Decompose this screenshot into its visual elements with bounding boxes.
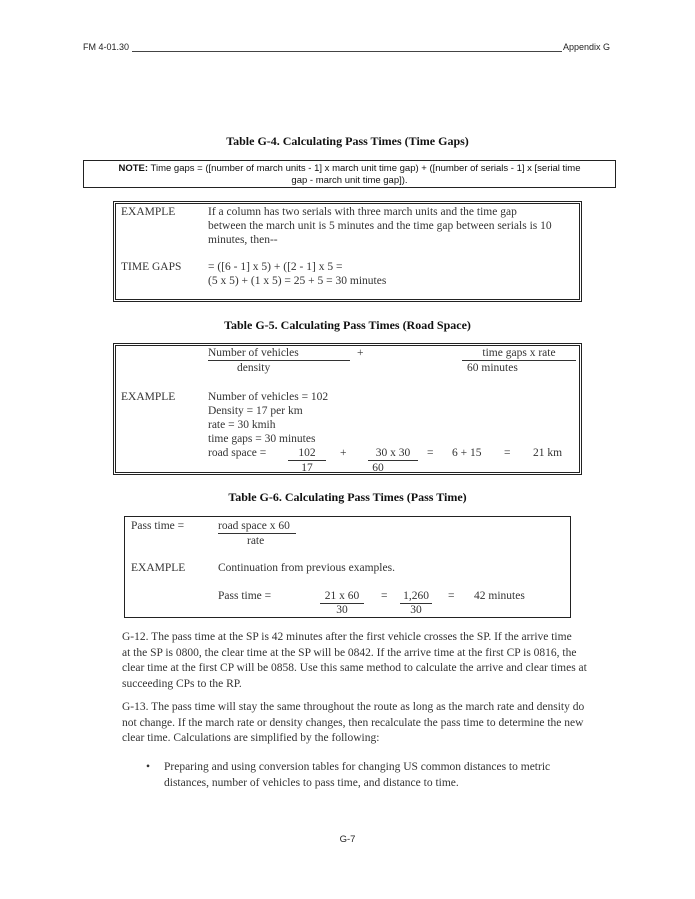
g6-calc-den2: 30 — [410, 604, 422, 616]
g5-rs-eq2: = — [504, 447, 511, 459]
table-g6-title: Table G-6. Calculating Pass Times (Pass Time) — [228, 490, 467, 504]
g5-example-line: Density = 17 per km — [208, 405, 303, 417]
g5-example-line: Number of vehicles = 102 — [208, 391, 329, 403]
note-box — [83, 160, 616, 188]
header-left: FM 4-01.30 — [83, 42, 130, 52]
g5-formula-num1: Number of vehicles — [208, 346, 350, 361]
paragraph-line: succeeding CPs to the RP. — [122, 677, 242, 690]
g5-rs-den2: 60 — [372, 462, 384, 474]
g5-formula-num2: time gaps x rate — [462, 346, 576, 361]
g4-example-line: If a column has two serials with three march units and the time gap — [208, 206, 517, 218]
g6-calc-num2: 1,260 — [400, 589, 432, 604]
g4-timegaps-text — [208, 260, 386, 288]
bullet-line: distances, number of vehicles to pass time, and distance to time. — [164, 776, 459, 789]
g5-rs-sum: 6 + 15 — [452, 447, 482, 459]
g5-formula-den1: density — [237, 362, 271, 374]
g6-example-label: EXAMPLE — [131, 562, 186, 574]
g6-pass-time-label: Pass time = — [131, 520, 185, 532]
g5-example-line: rate = 30 kmih — [208, 419, 276, 431]
table-g4-title: Table G-4. Calculating Pass Times (Time Gaps) — [226, 134, 469, 148]
g6-pt-num: road space x 60 — [218, 519, 296, 534]
g6-calc-eq1: = — [381, 590, 388, 602]
g4-timegaps-label: TIME GAPS — [121, 261, 182, 273]
header-right: Appendix G — [563, 42, 611, 52]
table-g5-title: Table G-5. Calculating Pass Times (Road Space) — [224, 318, 471, 332]
paragraph-line: G-13. The pass time will stay the same throughout the route as long as the march rate and density do — [122, 701, 585, 713]
paragraph-g13 — [122, 700, 615, 747]
g4-example-text — [208, 205, 578, 247]
g5-rs-num1: 102 — [288, 446, 326, 461]
bullet-line: Preparing and using conversion tables for changing US common distances to metric — [164, 761, 551, 773]
g5-rs-plus: + — [340, 447, 347, 459]
paragraph-line: not change. If the march rate or density changes, then recalculate the pass time to determine the new — [122, 716, 584, 729]
g4-example-line: between the march unit is 5 minutes and the time gap between serials is 10 — [208, 220, 552, 232]
g5-rs-result: 21 km — [533, 447, 563, 459]
g5-rs-den1: 17 — [301, 462, 313, 474]
header-rule — [132, 51, 562, 52]
g6-example-text: Continuation from previous examples. — [218, 562, 395, 574]
bullet-text — [164, 760, 615, 791]
g5-formula-den2: 60 minutes — [467, 362, 518, 374]
g5-example-line: time gaps = 30 minutes — [208, 433, 316, 445]
g4-timegaps-line: (5 x 5) + (1 x 5) = 25 + 5 = 30 minutes — [208, 275, 387, 287]
g5-example-label: EXAMPLE — [121, 391, 176, 403]
g4-timegaps-line: = ([6 - 1] x 5) + ([2 - 1] x 5 = — [208, 261, 343, 273]
g5-rs-eq1: = — [427, 447, 434, 459]
paragraph-line: at the SP is 0800, the clear time at the SP will be 0842. If the arrive time at the first CP is 0816, the — [122, 646, 577, 659]
paragraph-g12 — [122, 630, 615, 692]
g5-rs-num2: 30 x 30 — [368, 446, 418, 461]
g6-calc-eq2: = — [448, 590, 455, 602]
g6-calc-label: Pass time = — [218, 590, 272, 602]
g6-calc-num1: 21 x 60 — [320, 589, 364, 604]
note-label: NOTE: — [118, 163, 149, 174]
g5-road-space-label: road space = — [208, 447, 267, 459]
g4-example-label: EXAMPLE — [121, 206, 176, 218]
g5-example-text — [208, 390, 328, 446]
g6-calc-result: 42 minutes — [474, 590, 525, 602]
g4-example-line: minutes, then-- — [208, 234, 278, 246]
bullet-symbol: • — [146, 761, 151, 773]
page-number: G-7 — [339, 834, 356, 845]
note-line-1: Time gaps = ([number of march units - 1] x march unit time gap) + ([number of serials - 1] x [serial time — [150, 163, 581, 174]
paragraph-line: clear time at the first CP will be 0858. Use this same method to calculate the arrive and clear times at — [122, 662, 587, 674]
paragraph-line: G-12. The pass time at the SP is 42 minutes after the first vehicle crosses the SP. If the arrive time — [122, 631, 572, 643]
g6-calc-den1: 30 — [336, 604, 348, 616]
g5-formula-plus: + — [357, 347, 364, 359]
g6-pt-den: rate — [247, 535, 265, 547]
paragraph-line: clear time. Calculations are simplified by the following: — [122, 732, 380, 744]
note-line-2: gap - march unit time gap]). — [291, 175, 408, 186]
